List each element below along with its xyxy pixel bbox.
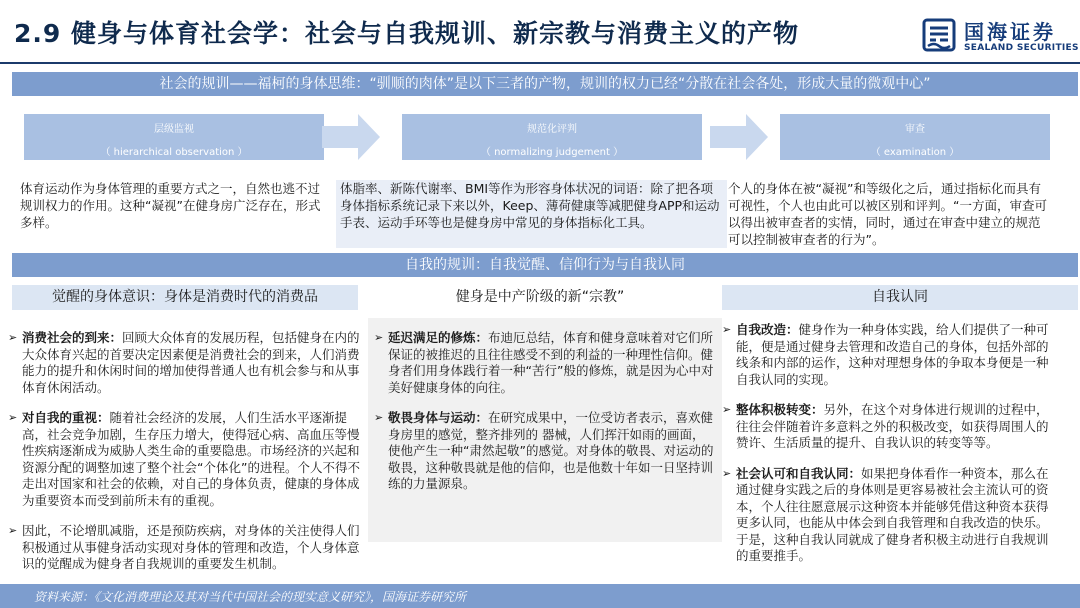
list-item: [8, 330, 362, 396]
arrow-bullet-icon: ➢: [8, 411, 18, 424]
list-item: [722, 466, 1050, 565]
page-title: 2.9 健身与体育社会学：社会与自我规训、新宗教与消费主义的产物: [14, 19, 799, 48]
list-item: [8, 523, 362, 573]
item-text: 布迪厄总结，体育和健身意味着对它们所保证的被推迟的且往往感受不到的利益的一种理性信仰。健身者们用身体践行着一种“苦行”般的修炼，就是因为心中对美好健康身体的向往。: [388, 330, 714, 395]
list-item: [8, 410, 362, 509]
list-item: [722, 322, 1050, 388]
arrow-right-icon: [322, 112, 382, 162]
mechanism-name: 层级监视: [154, 124, 194, 135]
item-heading: 延迟满足的修炼：: [388, 330, 489, 345]
list-item: [374, 330, 716, 396]
sealand-logo-icon: [922, 18, 956, 52]
banner-social-discipline: 社会的规训——福柯的身体思维：“驯顺的肉体”是以下三者的产物，规训的权力已经“分散在社会各处，形成大量的微观中心”: [12, 72, 1078, 96]
item-heading: 社会认可和自我认同：: [736, 465, 862, 481]
arrow-bullet-icon: ➢: [374, 331, 384, 344]
item-text: 因此，不论增肌减脂，还是预防疾病，对身体的关注使得人们积极通过从事健身活动实现对身体的管理和改造，个人身体意识的觉醒成为健身者自我规训的重要发生机制。: [22, 523, 360, 571]
item-text: 如果把身体看作一种资本，那么在通过健身实践之后的身体则是更容易被社会主流认可的资本，个人往往愿意展示这种资本并能够凭借这种资本获得更多认同，也能从中体会到自我管理和自我改造的快乐。于是，这种自我认同就成了健身者积极主动进行自我规训的重要推手。: [736, 465, 1049, 563]
description-examination: 个人的身体在被“凝视”和等级化之后，通过指标化而具有可视性，个人也由此可以被区别和评判。“一方面，审查可以得出被审查者的实情，同时，通过在审查中建立的规范可以控制被审查者的行为”。: [728, 181, 1047, 247]
description-judgement: 体脂率、新陈代谢率、BMI等作为形容身体状况的词语：除了把各项身体指标系统记录下来以外，Keep、薄荷健康等减肥健身APP和运动手表、运动手环等也是健身房中常见的身体指标化工具。: [336, 180, 727, 248]
mechanism-english: （ normalizing judgement ）: [480, 147, 624, 158]
item-heading: 敬畏身体与运动：: [388, 410, 489, 425]
arrow-bullet-icon: ➢: [8, 524, 18, 537]
item-text: 在研究成果中，一位受访者表示，喜欢健身房里的感觉，整齐排列的 器械，人们挥汗如雨的画面，使他产生一种“肃然起敬”的感觉。对身体的敬畏、对运动的敬畏，这种敬畏就是他的信仰，也是他数十年如一日坚持训练的力量源泉。: [388, 410, 714, 491]
column-self-identity: [722, 322, 1050, 579]
item-heading: 对自我的重视：: [22, 410, 110, 425]
item-text: 回顾大众体育的发展历程，包括健身在内的大众体育兴起的首要决定因素便是消费社会的到来，人们消费能力的提升和休闲时间的增加使得普通人也有机会参与和从事体育休闲活动。: [22, 330, 360, 395]
subhead-body-awareness: 觉醒的身体意识：身体是消费时代的消费品: [12, 285, 358, 310]
description-observation: 体育运动作为身体管理的重要方式之一，自然也逃不过规训权力的作用。这种“凝视”在健身房广泛存在，形式多样。: [20, 181, 321, 230]
list-item: [722, 402, 1050, 452]
column-body-awareness: [8, 330, 362, 587]
arrow-right-icon: [710, 112, 770, 162]
header: [0, 0, 1080, 62]
item-heading: 整体积极转变：: [736, 402, 824, 417]
arrow-bullet-icon: ➢: [722, 466, 732, 480]
item-text: 随着社会经济的发展，人们生活水平逐渐提高，社会竞争加剧，生存压力增大，使得冠心病、高血压等慢性疾病逐渐成为威胁人类生命的重要隐患。市场经济的兴起和资源分配的调整加速了整个社会“个体化”的进程。个人不得不走出对国家和社会的依赖，对自己的身体负责，健康的身体成为重要资本而受到前所未有的重视。: [22, 410, 360, 508]
arrow-bullet-icon: ➢: [374, 411, 384, 424]
mechanism-box-examination: [780, 114, 1050, 160]
subhead-self-identity: 自我认同: [722, 285, 1078, 310]
item-text: 健身作为一种身体实践，给人们提供了一种可能，便是通过健身去管理和改造自己的身体，包括外部的线条和内部的运作，这种对理想身体的争取本身便是一种自我认同的实现。: [736, 322, 1049, 387]
arrow-bullet-icon: ➢: [722, 403, 732, 416]
mechanism-name: 规范化评判: [527, 124, 577, 135]
arrow-bullet-icon: ➢: [8, 331, 18, 344]
column-new-religion: [368, 318, 722, 542]
footer-bar: [0, 584, 1080, 608]
mechanism-box-observation: [24, 114, 324, 160]
mechanism-english: （ hierarchical observation ）: [100, 147, 248, 158]
logo-chinese-name: 国海证券: [964, 20, 1056, 44]
item-heading: 消费社会的到来：: [22, 330, 123, 345]
item-heading: 自我改造：: [736, 322, 799, 337]
arrow-bullet-icon: ➢: [722, 323, 732, 336]
logo: [922, 16, 1079, 60]
banner-self-discipline: 自我的规训：自我觉醒、信仰行为与自我认同: [12, 253, 1078, 277]
subhead-new-religion: 健身是中产阶级的新“宗教”: [455, 289, 625, 305]
item-text: 另外，在这个对身体进行规训的过程中，往往会伴随着许多意料之外的积极改变，如获得周围人的赞许、生活质量的提升、自我认识的转变等等。: [736, 402, 1049, 450]
mechanism-english: （ examination ）: [870, 147, 960, 158]
source-note: 资料来源：《文化消费理论及其对当代中国社会的现实意义研究》，国海证券研究所: [34, 590, 467, 604]
mechanism-name: 审查: [905, 124, 925, 135]
mechanism-box-judgement: [402, 114, 702, 160]
header-divider: [0, 62, 1080, 64]
logo-english-name: SEALAND SECURITIES: [964, 43, 1079, 53]
list-item: [374, 410, 716, 493]
